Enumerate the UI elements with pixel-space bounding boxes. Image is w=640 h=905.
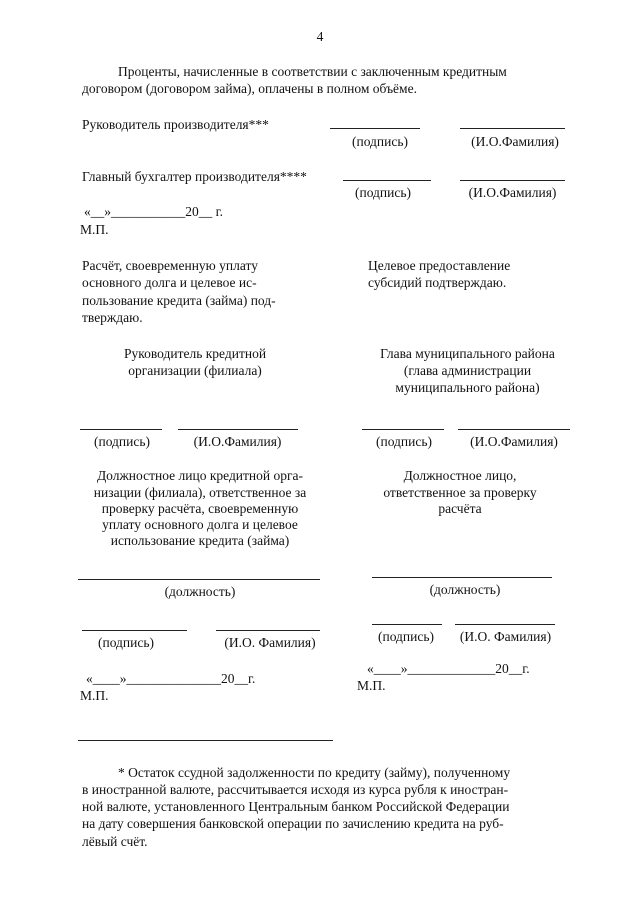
credit-org-official-line-4: уплату основного долга и целевое	[102, 517, 298, 532]
credit-org-official-signature-caption: (подпись)	[97, 635, 155, 650]
credit-org-official-line-1: Должностное лицо кредитной орга-	[96, 468, 304, 483]
right-confirm-line-2: субсидий подтверждаю.	[368, 275, 507, 290]
credit-org-official-date: «____»______________20__г.	[86, 671, 256, 686]
credit-org-official-line-5: использование кредита (займа)	[110, 533, 290, 548]
chief-accountant-signature-line	[343, 180, 431, 181]
credit-org-official-name-line	[216, 630, 320, 631]
footnote-line-4: на дату совершения банковской операции по зачислению кредита на руб-	[82, 816, 504, 831]
credit-org-head-name-line	[178, 429, 298, 430]
producer-head-signature-line	[330, 128, 420, 129]
credit-org-official-signature-line	[82, 630, 187, 631]
chief-accountant-name-line	[460, 180, 565, 181]
district-head-signature-line	[362, 429, 444, 430]
footnote-line-2: в иностранной валюте, рассчитывается исходя из курса рубля к иностран-	[82, 782, 509, 797]
top-date: «__»___________20__ г.	[84, 204, 224, 219]
producer-head-name-line	[460, 128, 565, 129]
credit-org-head-line-1: Руководитель кредитной	[123, 346, 267, 361]
credit-org-official-name-caption: (И.О. Фамилия)	[224, 635, 316, 650]
chief-accountant-label: Главный бухгалтер производителя****	[82, 169, 307, 184]
chief-accountant-signature-caption: (подпись)	[354, 185, 412, 200]
district-head-line-1: Глава муниципального района	[380, 346, 555, 361]
district-official-signature-caption: (подпись)	[377, 629, 435, 644]
intro-line-2: договором (договором займа), оплачены в полном объёме.	[82, 81, 417, 96]
producer-head-signature-caption: (подпись)	[351, 134, 409, 149]
district-official-name-line	[455, 624, 555, 625]
district-official-position-line	[372, 577, 552, 578]
producer-head-label: Руководитель производителя***	[82, 117, 269, 132]
district-official-position-caption: (должность)	[429, 582, 501, 597]
district-head-name-caption: (И.О.Фамилия)	[470, 434, 558, 449]
credit-org-head-name-caption: (И.О.Фамилия)	[193, 434, 282, 449]
district-head-name-line	[458, 429, 570, 430]
left-confirm-line-3: пользование кредита (займа) под-	[82, 293, 276, 308]
right-confirm-line-1: Целевое предоставление	[368, 258, 511, 273]
left-confirm-line-2: основного долга и целевое ис-	[82, 275, 257, 290]
district-official-name-caption: (И.О. Фамилия)	[459, 629, 552, 644]
footnote-line-5: лёвый счёт.	[82, 834, 148, 849]
credit-org-official-line-2: низации (филиала), ответственное за	[93, 485, 307, 500]
producer-head-name-caption: (И.О.Фамилия)	[471, 134, 559, 149]
top-seal: М.П.	[80, 222, 109, 237]
credit-org-official-position-caption: (должность)	[164, 584, 236, 599]
district-official-seal: М.П.	[357, 678, 386, 693]
credit-org-head-signature-line	[80, 429, 162, 430]
chief-accountant-name-caption: (И.О.Фамилия)	[468, 185, 557, 200]
credit-org-head-signature-caption: (подпись)	[93, 434, 151, 449]
district-official-date: «____»_____________20__г.	[367, 661, 530, 676]
left-confirm-line-1: Расчёт, своевременную уплату	[82, 258, 258, 273]
credit-org-official-seal: М.П.	[80, 688, 109, 703]
footnote-separator	[78, 740, 333, 741]
district-official-line-2: ответственное за проверку	[383, 485, 537, 500]
district-official-line-3: расчёта	[438, 501, 482, 516]
district-head-line-2: (глава администрации	[403, 363, 532, 378]
district-official-line-1: Должностное лицо,	[403, 468, 517, 483]
footnote-line-3: ной валюте, установленного Центральным банком Российской Федерации	[82, 799, 510, 814]
credit-org-official-line-3: проверку расчёта, своевременную	[101, 501, 299, 516]
credit-org-head-line-2: организации (филиала)	[128, 363, 262, 378]
district-head-signature-caption: (подпись)	[375, 434, 433, 449]
page-number: 4	[316, 29, 324, 44]
left-confirm-line-4: тверждаю.	[82, 310, 143, 325]
intro-line-1: Проценты, начисленные в соответствии с заключенным кредитным	[118, 64, 507, 79]
footnote-line-1: * Остаток ссудной задолженности по кредиту (займу), полученному	[118, 765, 511, 780]
district-head-line-3: муниципального района)	[395, 380, 540, 395]
credit-org-official-position-line	[78, 579, 320, 580]
district-official-signature-line	[372, 624, 442, 625]
